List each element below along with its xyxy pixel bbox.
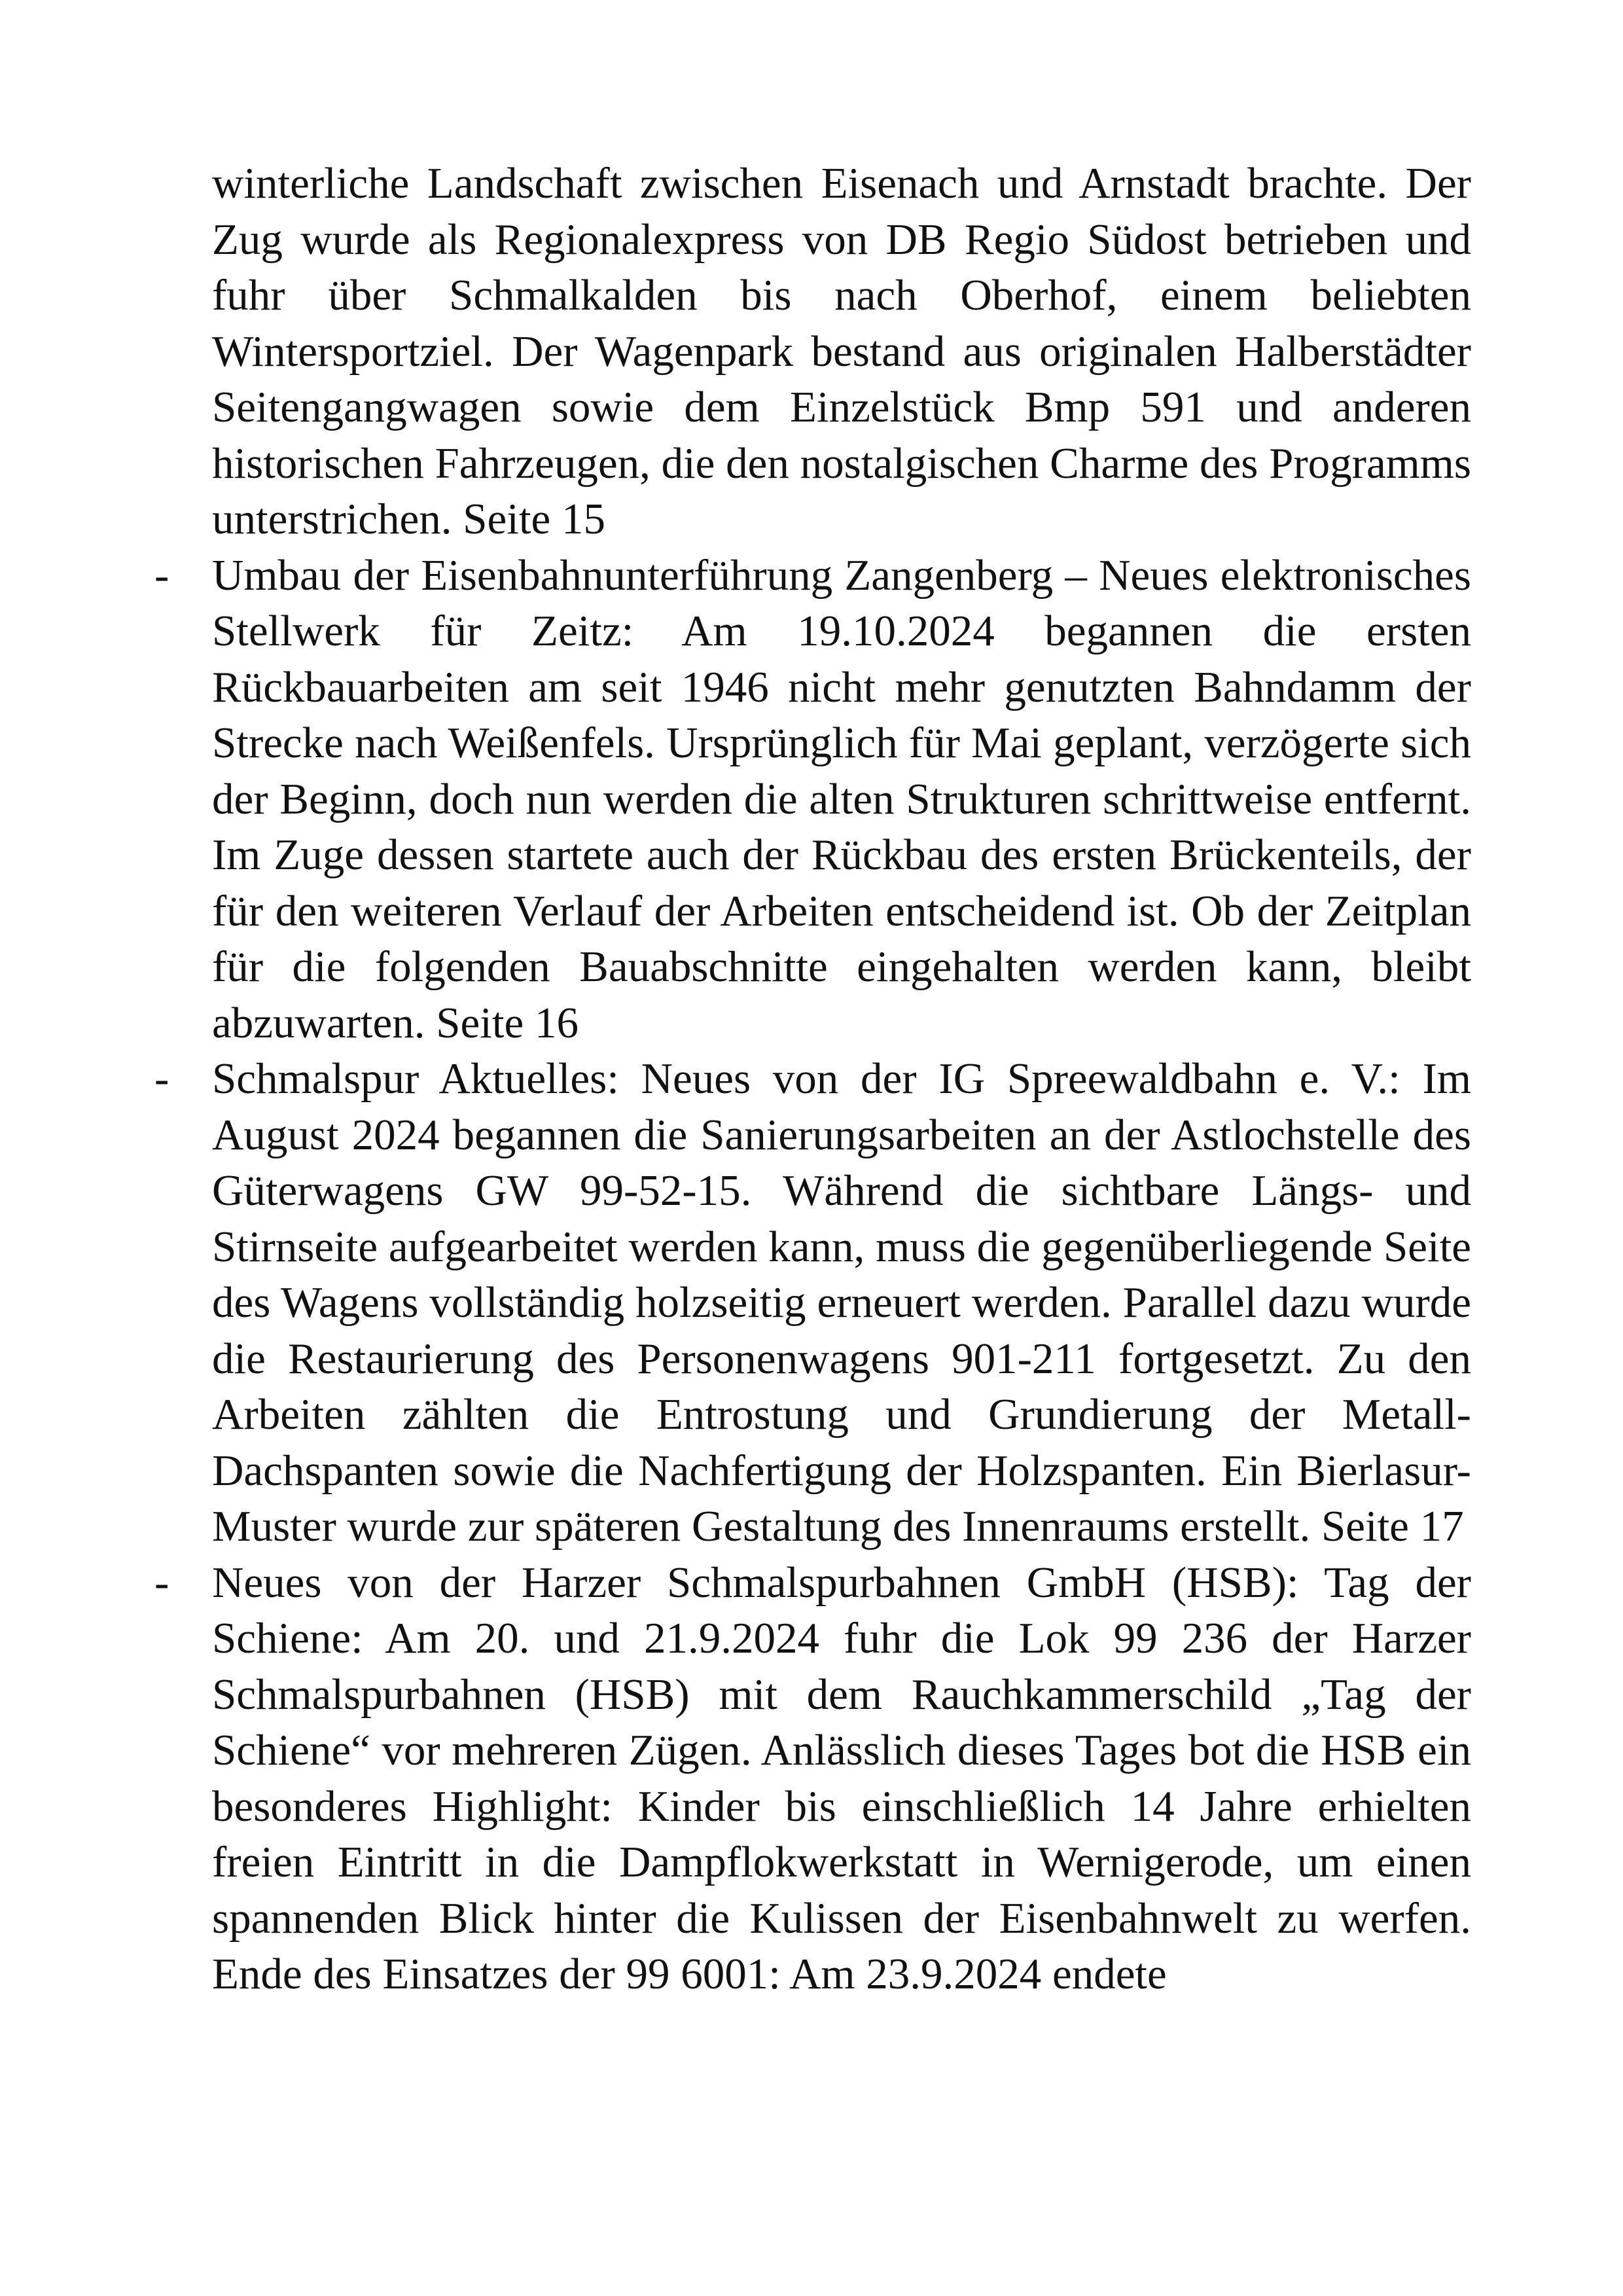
list-bullet: - bbox=[154, 1558, 169, 1607]
paragraph-text: winterliche Landschaft zwischen Eisenach und Arnstadt brachte. Der Zug wurde als Regionalexpress von DB Regio Südost betrieben und fuhr über Schmalkalden bis nach Oberhof, einem beliebten Wintersportziel. Der Wagenpark bestand aus originalen Halberstädter Seitengangwagen sowie dem Einzelstück Bmp 591 und anderen historischen Fahrzeugen, die den nostalgischen Charme des Programms unterstrichen. Seite 15 bbox=[212, 159, 1471, 543]
page-body bbox=[154, 156, 1471, 2003]
list-item-spreewaldbahn bbox=[154, 1051, 1471, 1555]
continuation-paragraph bbox=[154, 156, 1471, 548]
list-bullet: - bbox=[154, 1054, 169, 1103]
list-item-zangenberg bbox=[154, 548, 1471, 1052]
list-item-text: Neues von der Harzer Schmalspurbahnen GmbH (HSB): Tag der Schiene: Am 20. und 21.9.2024 fuhr die Lok 99 236 der Harzer Schmalspurbahnen (HSB) mit dem Rauchkammerschild „Tag der Schiene“ vor mehreren Zügen. Anlässlich dieses Tages bot die HSB ein besonderes Highlight: Kinder bis einschließlich 14 Jahre erhielten freien Eintritt in die Dampflokwerkstatt in Wernigerode, um einen spannenden Blick hinter die Kulissen der Eisenbahnwelt zu werfen. Ende des Einsatzes der 99 6001: Am 23.9.2024 endete bbox=[212, 1558, 1471, 1998]
list-item-text: Schmalspur Aktuelles: Neues von der IG Spreewaldbahn e. V.: Im August 2024 begannen die Sanierungsarbeiten an der Astlochstelle des Güterwagens GW 99-52-15. Während die sichtbare Längs- und Stirnseite aufgearbeitet werden kann, muss die gegenüberliegende Seite des Wagens vollständig holzseitig erneuert werden. Parallel dazu wurde die Restaurierung des Personenwagens 901-211 fortgesetzt. Zu den Arbeiten zählten die Entrostung und Grundierung der Metall-Dachspanten sowie die Nachfertigung der Holzspanten. Ein Bierlasur-Muster wurde zur späteren Gestaltung des Innenraums erstellt. Seite 17 bbox=[212, 1054, 1471, 1551]
list-item-text: Umbau der Eisenbahnunterführung Zangenberg – Neues elektronisches Stellwerk für Zeitz: Am 19.10.2024 begannen die ersten Rückbauarbeiten am seit 1946 nicht mehr genutzten Bahndamm der Strecke nach Weißenfels. Ursprünglich für Mai geplant, verzögerte sich der Beginn, doch nun werden die alten Strukturen schrittweise entfernt. Im Zuge dessen startete auch der Rückbau des ersten Brückenteils, der für den weiteren Verlauf der Arbeiten entscheidend ist. Ob der Zeitplan für die folgenden Bauabschnitte eingehalten werden kann, bleibt abzuwarten. Seite 16 bbox=[212, 550, 1471, 1047]
list-item-hsb bbox=[154, 1555, 1471, 2003]
list-bullet: - bbox=[154, 550, 169, 600]
